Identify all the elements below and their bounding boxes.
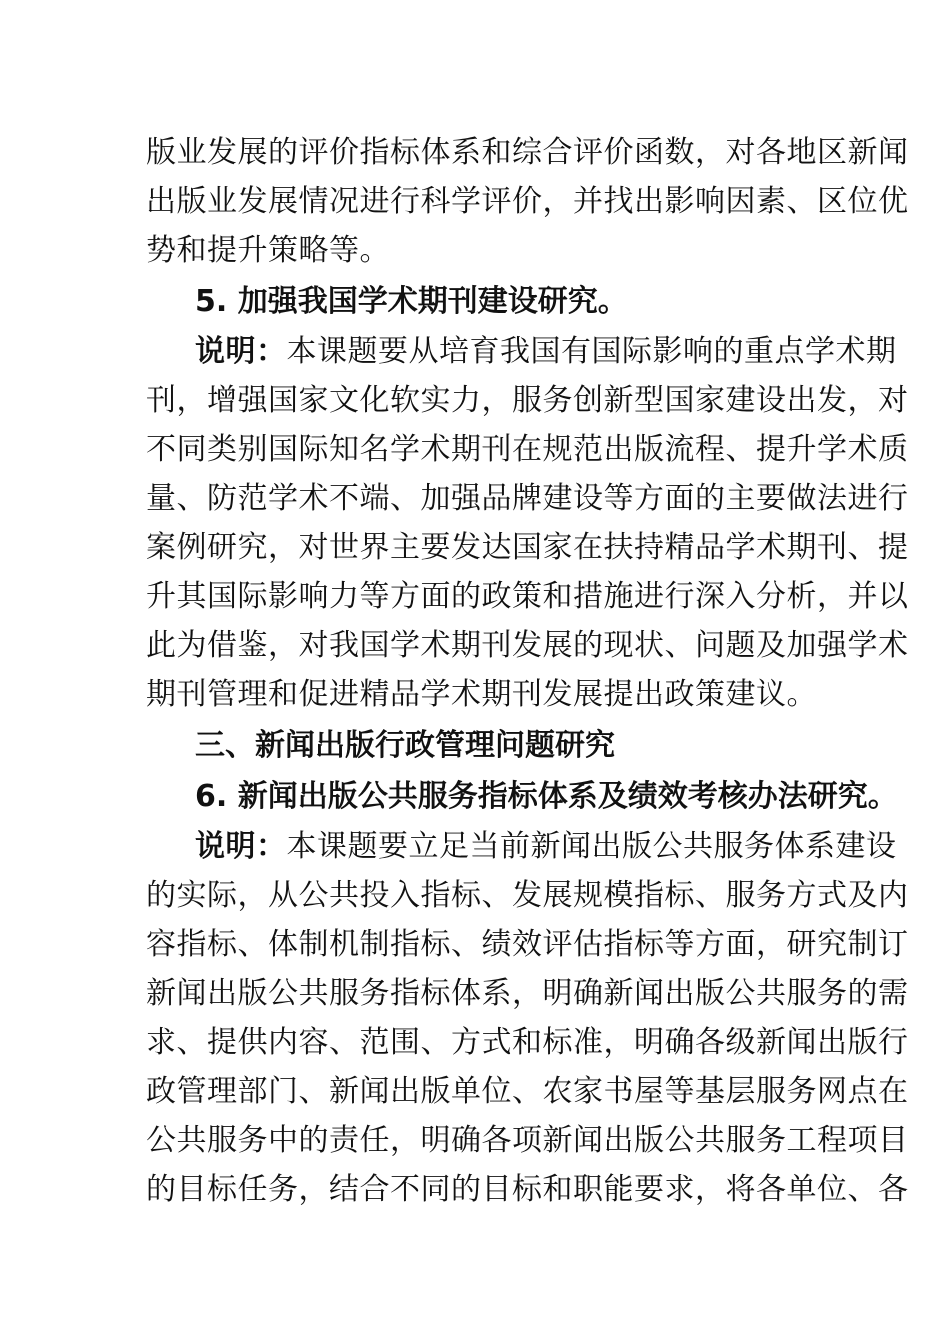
note-text: 本课题要立足当前新闻出版公共服务体系建设 [286,829,897,864]
body-line-22: 的目标任务，结合不同的目标和职能要求，将各单位、各 [146,1172,909,1207]
body-line-21: 公共服务中的责任，明确各项新闻出版公共服务工程项目 [146,1123,909,1158]
body-line-6: 刊，增强国家文化软实力，服务创新型国家建设出发，对 [146,383,909,418]
note-line-2 [195,830,897,864]
body-line-12: 期刊管理和促进精品学术期刊发展提出政策建议。 [146,677,817,712]
body-line-17: 容指标、体制机制指标、绩效评估指标等方面，研究制订 [146,927,909,962]
note-label: 说明： [195,334,287,369]
body-line-7: 不同类别国际知名学术期刊在规范出版流程、提升学术质 [146,432,909,467]
body-line-8: 量、防范学术不端、加强品牌建设等方面的主要做法进行 [146,481,909,516]
note-text: 本课题要从培育我国有国际影响的重点学术期 [286,334,897,369]
section-heading-5: 5. 加强我国学术期刊建设研究。 [195,284,628,319]
body-line-11: 此为借鉴，对我国学术期刊发展的现状、问题及加强学术 [146,628,909,663]
body-line-19: 求、提供内容、范围、方式和标准，明确各级新闻出版行 [146,1025,909,1060]
body-line-16: 的实际，从公共投入指标、发展规模指标、服务方式及内 [146,878,909,913]
body-line-18: 新闻出版公共服务指标体系，明确新闻出版公共服务的需 [146,976,909,1011]
body-line-3: 势和提升策略等。 [146,233,390,268]
note-label: 说明： [195,829,287,864]
body-line-20: 政管理部门、新闻出版单位、农家书屋等基层服务网点在 [146,1074,909,1109]
note-line-1 [195,335,897,369]
body-line-1: 版业发展的评价指标体系和综合评价函数，对各地区新闻 [146,135,909,170]
body-line-9: 案例研究，对世界主要发达国家在扶持精品学术期刊、提 [146,530,909,565]
body-line-2: 出版业发展情况进行科学评价，并找出影响因素、区位优 [146,184,909,219]
body-line-10: 升其国际影响力等方面的政策和措施进行深入分析，并以 [146,579,909,614]
section-heading-6: 6. 新闻出版公共服务指标体系及绩效考核办法研究。 [195,779,898,814]
section-heading-3: 三、新闻出版行政管理问题研究 [195,728,615,763]
